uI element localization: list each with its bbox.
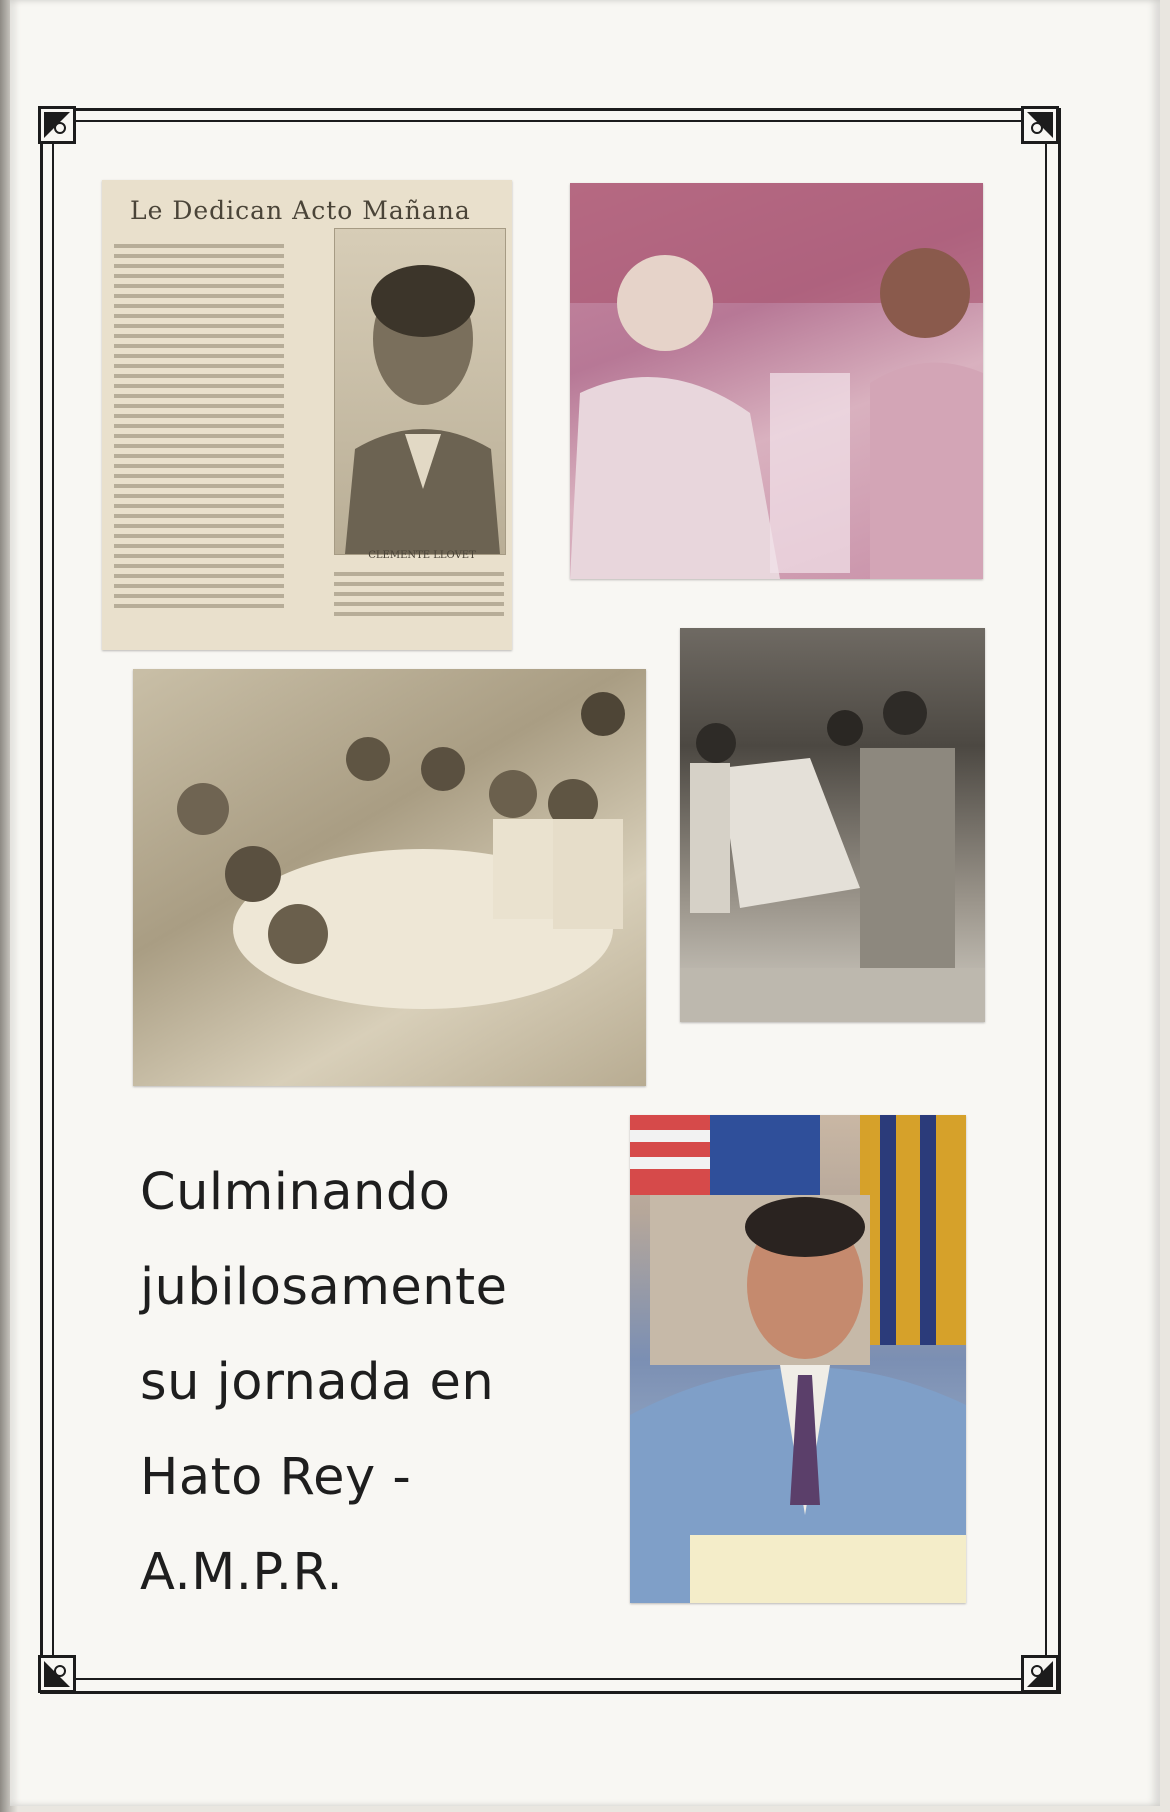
corner-ornament-bottom-right bbox=[1021, 1655, 1059, 1693]
group-dinner-photo bbox=[133, 669, 646, 1086]
clipping-body-text bbox=[114, 244, 284, 614]
caption-line: su jornada en bbox=[140, 1353, 495, 1412]
page-caption bbox=[140, 1145, 590, 1620]
clipping-portrait-photo bbox=[334, 228, 506, 555]
clipping-photo-caption: CLEMENTE LLOVET bbox=[368, 550, 476, 561]
corner-ornament-bottom-left bbox=[38, 1655, 76, 1693]
diploma-ceremony-photo bbox=[680, 628, 985, 1022]
newspaper-clipping bbox=[102, 180, 512, 650]
corner-ornament-top-right bbox=[1021, 106, 1059, 144]
caption-line: Hato Rey - bbox=[140, 1448, 412, 1507]
official-portrait-photo bbox=[630, 1115, 966, 1603]
clipping-body-text-right bbox=[334, 572, 504, 622]
caption-line: A.M.P.R. bbox=[140, 1543, 344, 1602]
clipping-headline: Le Dedican Acto Mañana bbox=[130, 196, 471, 225]
corner-ornament-top-left bbox=[38, 106, 76, 144]
caption-line: jubilosamente bbox=[140, 1258, 508, 1317]
caption-line: Culminando bbox=[140, 1163, 451, 1222]
banquet-photo-color bbox=[570, 183, 983, 579]
